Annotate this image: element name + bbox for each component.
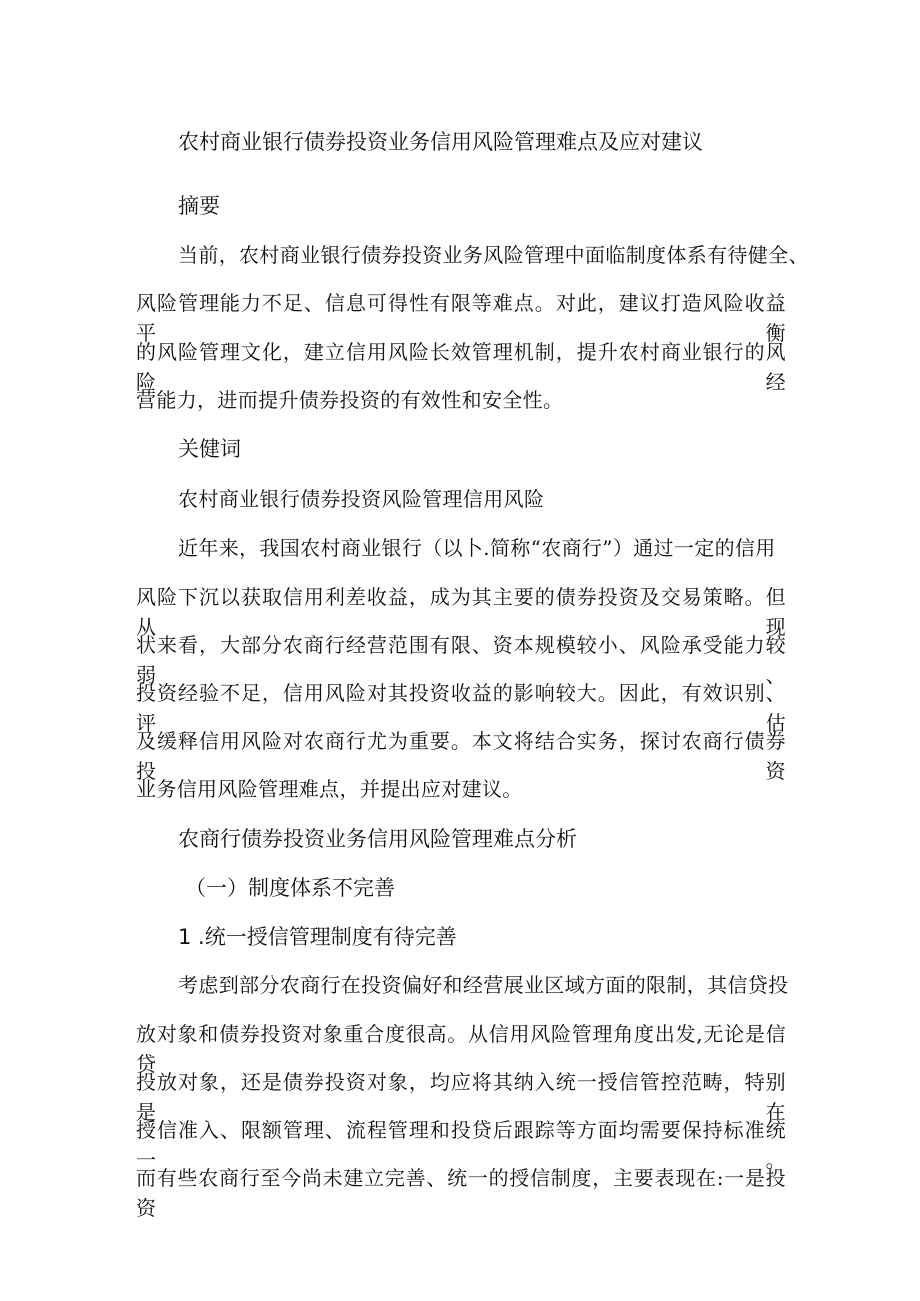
item-line: 授信准入、限额管理、流程管理和投贷后跟踪等方面均需要保持标准统一。 bbox=[136, 1118, 786, 1172]
keywords-heading: 关健词 bbox=[178, 437, 241, 461]
item-heading: 1 .统一授信管理制度有待完善 bbox=[178, 925, 457, 949]
intro-line: 投资经验不足，信用风险对其投资收益的影响较大。因此，有效识别、评估 bbox=[136, 681, 786, 735]
subsection-heading: （一）制度体系不完善 bbox=[185, 876, 395, 900]
section-heading: 农商行债券投资业务信用风险管理难点分析 bbox=[178, 827, 577, 851]
document-title: 农村商业银行债券投资业务信用风险管理难点及应对建议 bbox=[178, 130, 703, 154]
item-line: 放对象和债券投资对象重合度很高。从信用风险管理角度出发,无论是信贷 bbox=[136, 1022, 786, 1076]
intro-line: 风险下沉以获取信用利差收益，成为其主要的债券投资及交易策略。但从现 bbox=[136, 585, 786, 639]
abstract-line: 当前，农村商业银行债券投资业务风险管理中面临制度体系有待健全、 bbox=[178, 243, 809, 267]
abstract-line: 的风险管理文化，建立信用风险长效管理机制，提升农村商业银行的风险经 bbox=[136, 340, 786, 394]
intro-line: 业务信用风险管理难点，并提出应对建议。 bbox=[136, 777, 523, 801]
abstract-line: 营能力，进而提升债券投资的有效性和安全性。 bbox=[136, 388, 564, 412]
keywords-text: 农村商业银行债券投资风险管理信用风险 bbox=[178, 487, 545, 511]
item-line: 投放对象，还是债券投资对象，均应将其纳入统一授信管控范畴，特别是在 bbox=[136, 1070, 786, 1124]
item-line: 考虑到部分农商行在投资偏好和经营展业区域方面的限制，其信贷投 bbox=[178, 973, 789, 997]
intro-line: 及缓释信用风险对农商行尤为重要。本文将结合实务，探讨农商行债券投资 bbox=[136, 729, 786, 783]
intro-line: 状来看，大部分农商行经营范围有限、资本规模较小、风险承受能力较弱、 bbox=[136, 633, 786, 687]
intro-line: 近年来，我国农村商业银行（以卜.简称“农商行”）通过一定的信用 bbox=[178, 536, 776, 560]
abstract-line: 风险管理能力不足、信息可得性有限等难点。对此，建议打造风险收益平衡 bbox=[136, 291, 786, 345]
item-line: 而有些农商行至今尚未建立完善、统一的授信制度，主要表现在:一是投资 bbox=[136, 1166, 786, 1220]
abstract-heading: 摘要 bbox=[178, 194, 220, 218]
